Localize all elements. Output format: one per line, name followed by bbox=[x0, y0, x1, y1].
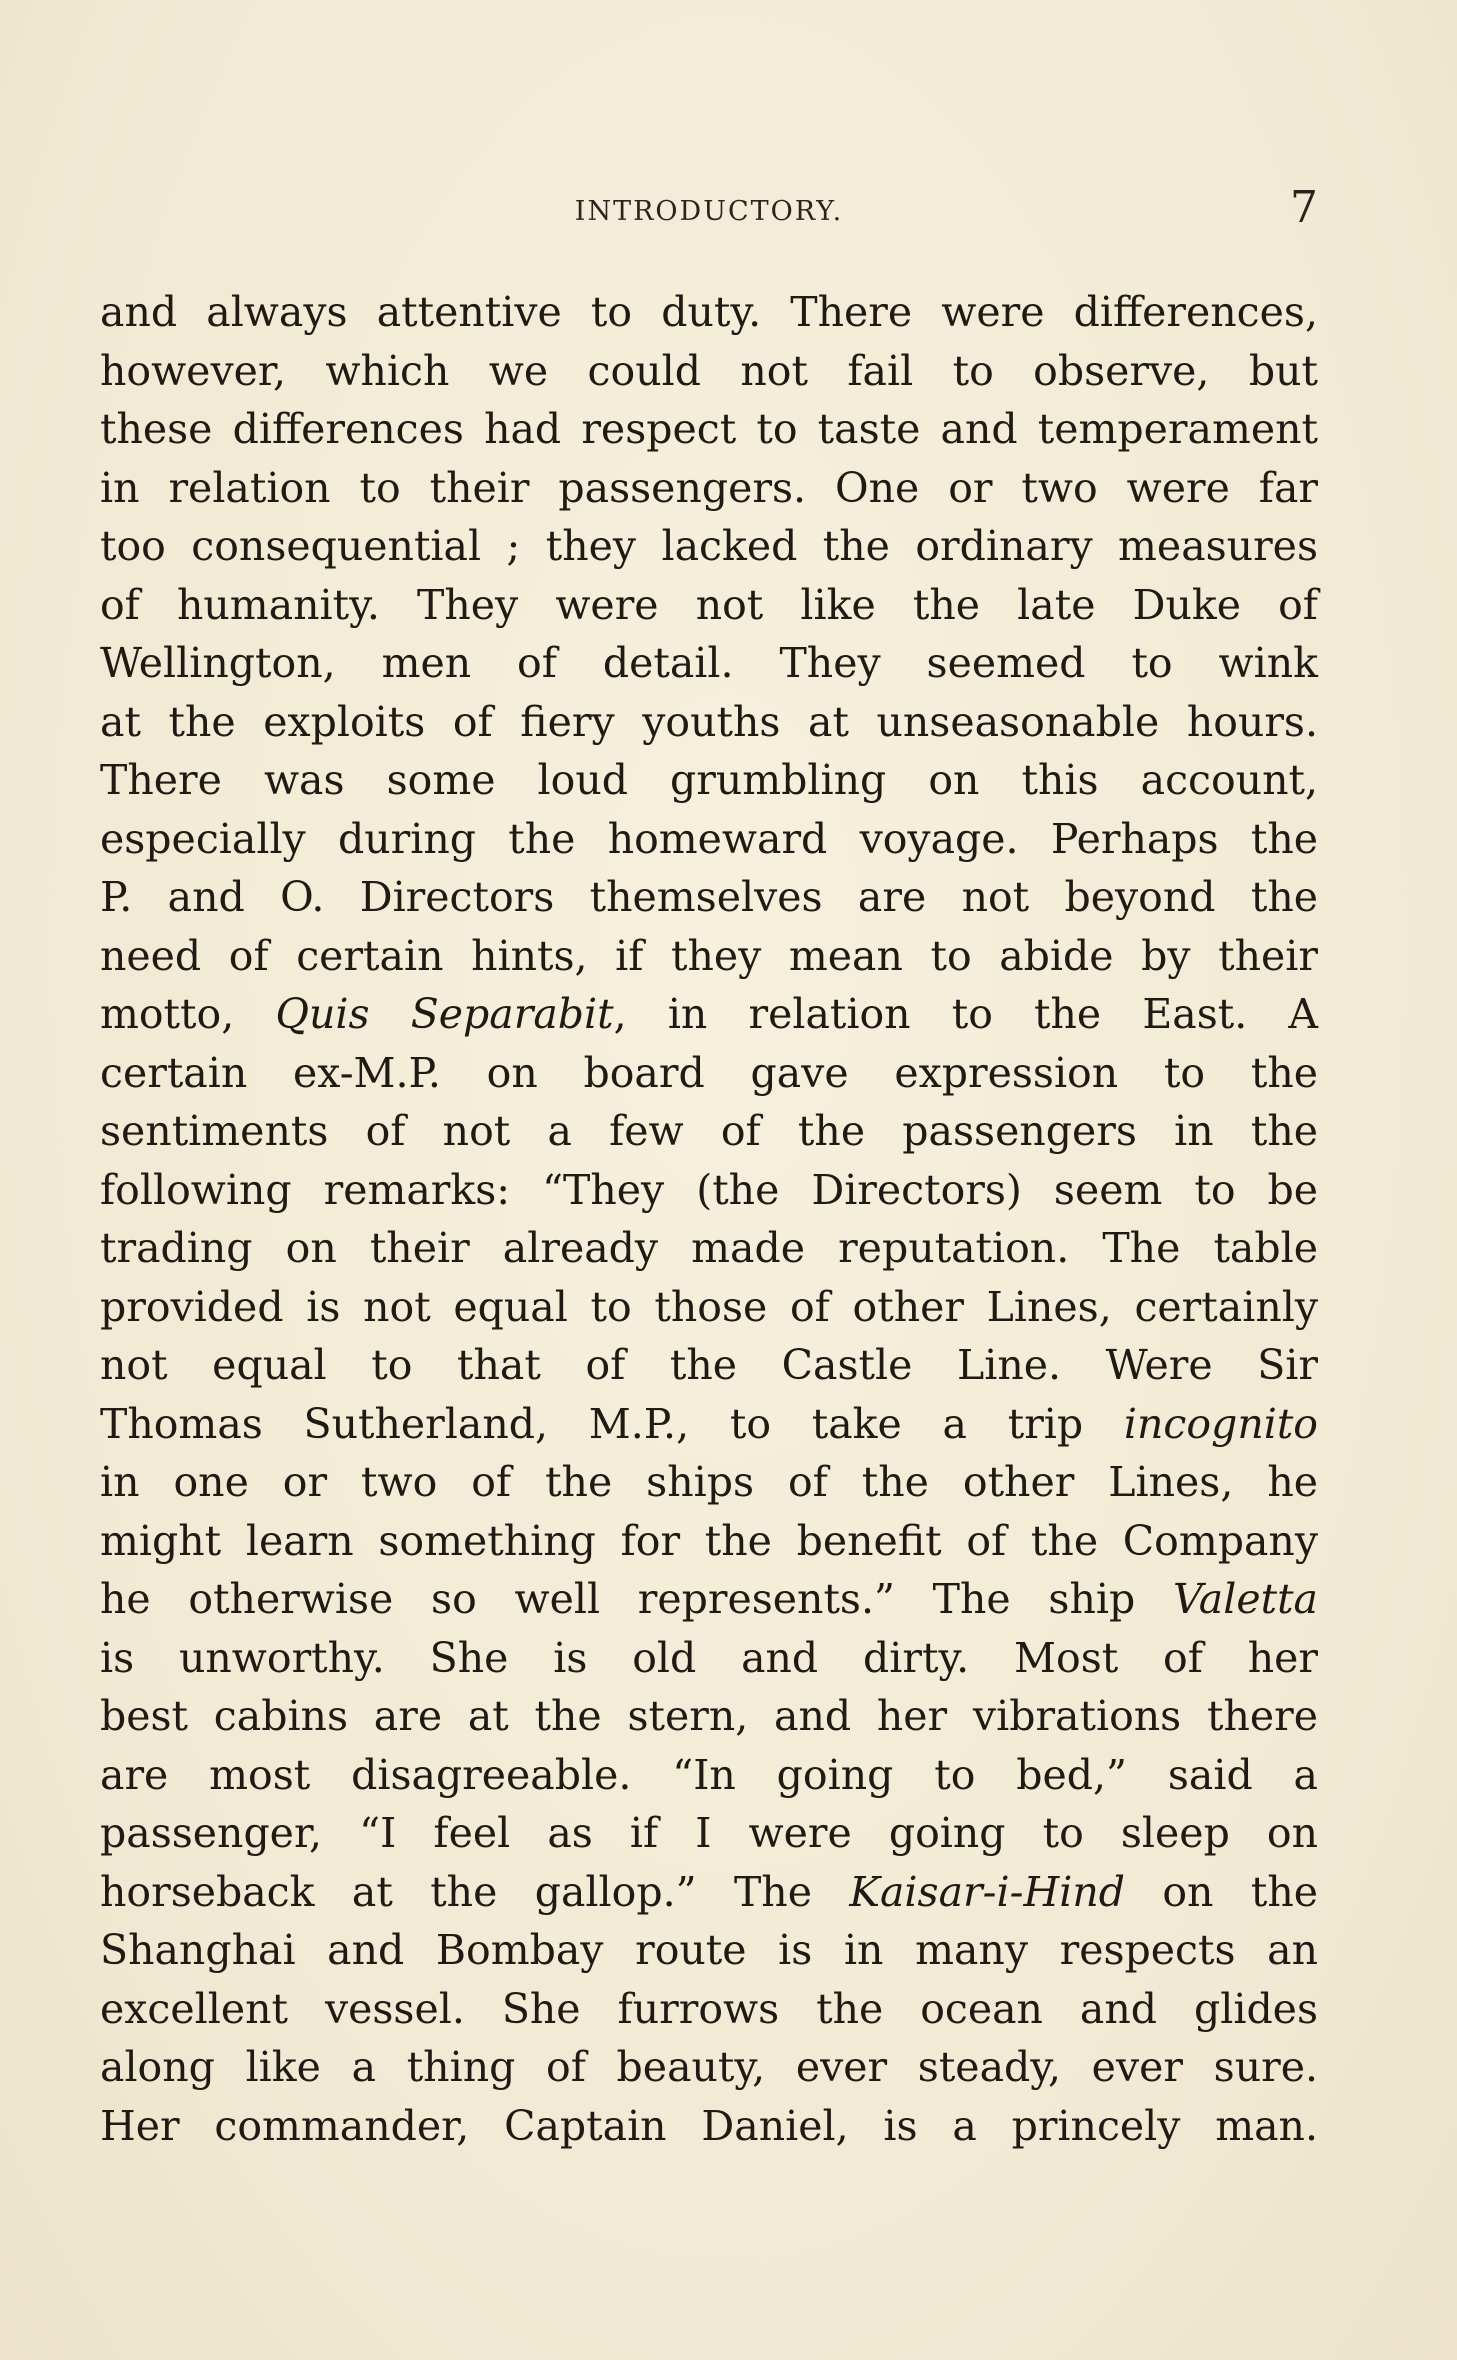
text-line: Wellington, men of detail. They seemed to wink bbox=[100, 639, 1318, 687]
text-line: Thomas Sutherland, M.P., to take a trip incognito bbox=[100, 1399, 1318, 1448]
text-line: of humanity. They were not like the late Duke of bbox=[100, 580, 1318, 629]
text-line: certain ex-M.P. on board gave expression to the bbox=[100, 1048, 1318, 1097]
italic-incognito: incognito bbox=[1123, 1399, 1318, 1448]
text-line: provided is not equal to those of other Lines, certainly bbox=[100, 1282, 1318, 1331]
text-line: not equal to that of the Castle Line. Were Sir bbox=[100, 1341, 1318, 1389]
text-line: might learn something for the benefit of the Company bbox=[100, 1516, 1318, 1565]
text-line: passenger, “I feel as if I were going to sleep on bbox=[100, 1809, 1318, 1857]
page-number: 7 bbox=[1290, 182, 1318, 233]
text-line: he otherwise so well represents.” The ship Valetta bbox=[100, 1575, 1318, 1623]
body-text bbox=[100, 283, 1318, 2155]
text-line: best cabins are at the stern, and her vibrations there bbox=[100, 1692, 1318, 1740]
running-title: INTRODUCTORY. bbox=[574, 196, 844, 227]
text-line: in relation to their passengers. One or two were far bbox=[100, 463, 1318, 512]
text-line: are most disagreeable. “In going to bed,” said a bbox=[100, 1750, 1318, 1799]
text-line: Shanghai and Bombay route is in many respects an bbox=[100, 1926, 1318, 1974]
text-line: in one or two of the ships of the other Lines, he bbox=[100, 1458, 1318, 1506]
italic-motto: Quis Separabit bbox=[275, 990, 614, 1038]
text-line: Her commander, Captain Daniel, is a princely man. bbox=[100, 2101, 1318, 2150]
italic-ship-name: Valetta bbox=[1172, 1575, 1318, 1623]
text-line: these differences had respect to taste and temperament bbox=[100, 405, 1318, 453]
text-line: P. and O. Directors themselves are not beyond the bbox=[100, 873, 1318, 921]
text-line: following remarks: “They (the Directors) seem to be bbox=[100, 1165, 1318, 1214]
text-line: motto, Quis Separabit, in relation to the East. A bbox=[100, 990, 1319, 1038]
text-line: horseback at the gallop.” The Kaisar-i-Hind on the bbox=[100, 1867, 1318, 1916]
text-line: excellent vessel. She furrows the ocean and glides bbox=[100, 1984, 1318, 2033]
text-line: along like a thing of beauty, ever steady, ever sure. bbox=[100, 2043, 1318, 2091]
text-line: and always attentive to duty. There were differences, bbox=[100, 288, 1318, 336]
running-head bbox=[100, 182, 1318, 242]
text-line: is unworthy. She is old and dirty. Most of her bbox=[100, 1633, 1318, 1682]
text-line: There was some loud grumbling on this account, bbox=[100, 756, 1318, 804]
text-line: however, which we could not fail to observe, but bbox=[100, 346, 1318, 395]
text-line: trading on their already made reputation. The table bbox=[100, 1224, 1318, 1272]
text-line: especially during the homeward voyage. Perhaps the bbox=[100, 814, 1318, 863]
text-line: need of certain hints, if they mean to abide by their bbox=[100, 931, 1318, 980]
italic-ship-name: Kaisar-i-Hind bbox=[849, 1867, 1125, 1916]
text-line: sentiments of not a few of the passengers in the bbox=[100, 1107, 1318, 1155]
text-line: too consequential ; they lacked the ordinary measures bbox=[100, 522, 1318, 570]
text-line: at the exploits of fiery youths at unseasonable hours. bbox=[100, 697, 1318, 746]
